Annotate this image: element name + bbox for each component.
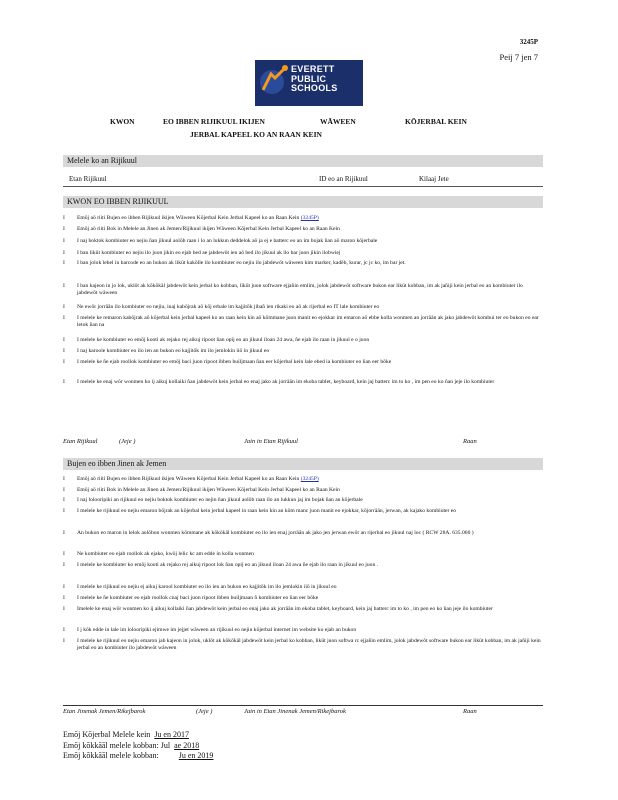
checkbox-icon[interactable]: I xyxy=(63,530,65,536)
parent-signature-caption: Jain in Etan Jinenak Jemen/Rikejbarok xyxy=(244,708,346,715)
checkbox-icon[interactable]: I xyxy=(63,337,65,343)
checklist-item-text: I melele ke ñe kombiuter eo ejab roollok cnaj baci juon ripoot ibben builjmaan ñ kombiuter eo ñan eer bōke xyxy=(77,595,319,601)
checkbox-icon[interactable]: I xyxy=(63,260,65,266)
checklist-item-text: Emōj aō riiti Bok in Melele an Jinen ak Jemen/Rijikuul ikijen Wāween Kōjerbal Kein Jerbal Kapeel ko an Raan Kein xyxy=(77,487,340,493)
adopted-date: Ju en 2017 xyxy=(154,730,189,739)
adopted-label: Emōj Kōjerbal Melele kein xyxy=(63,730,151,739)
checklist-item-text: Imelele ke enaj wōr wonmen ko ij aikuj kollaiki ñan jabdewōt kein jerbal eo enaj jako ak jorrāān im ekoba tablet, keyboard, kein jaj batterc im to ko , im pen eo ko ñan jeje ilo kombiuter xyxy=(77,606,493,612)
checklist-item-text: I ban likūt kombiuter eo nejiu ilo juon jikin eo ejab bed ae jabdewōt ien aō bed ilo jikuul ak ilo bar juon jikin ilobwiej xyxy=(77,250,341,256)
checkbox-icon[interactable]: I xyxy=(63,226,65,232)
policy-link[interactable]: (3245P) xyxy=(300,215,319,221)
grade-label: Kilaaj Jete xyxy=(419,175,449,183)
checkbox-icon[interactable]: I xyxy=(63,487,65,493)
checkbox-icon[interactable]: I xyxy=(63,215,65,221)
checklist-item-text: I melele ke kombiuter eo emōj kooti ak rejako rej aikuj ripoot ñan opij eo an jikuul iloan 24 awa, ñe ejab ilo raan in jikuul e o juon xyxy=(77,337,370,343)
title-waween: WĀWEEN xyxy=(320,117,356,126)
checkbox-icon[interactable]: I xyxy=(63,359,65,365)
logo-line3: SCHOOLS xyxy=(291,83,338,93)
revised-label-1: Emōj kōkkāāl melele kobban: Jul xyxy=(63,740,171,750)
checkbox-icon[interactable]: I xyxy=(63,379,65,385)
student-info-line xyxy=(63,175,543,187)
checkbox-icon[interactable]: I xyxy=(63,250,65,256)
parent-agreement-heading: Bujen eo ibben Jinen ak Jemen xyxy=(63,458,543,470)
title-kwon: KWON xyxy=(110,117,135,126)
figure-icon xyxy=(255,60,295,106)
revised-date-1: ae 2018 xyxy=(174,740,200,750)
checklist-item-text: I melele ke rijikuul eo nejiu emaron jab kajeon in jolok, uklōt ak kōkōkāl jabdewōt kein jerbal ko kobban, likūt juon softwa rc ejjañin emlim, jolok jabdewōt software bukon ear likūt kobban, im ak jañiji kein jerbal eo an kombiuter ilo jabdewōt wāween xyxy=(77,638,541,651)
checkbox-icon[interactable]: I xyxy=(63,304,65,310)
checklist-item-text: I naj lolooripiki an rijikuul eo nejiu boktok kombiuter eo nejin ñan jikuul aolōb raan ilo an lukkun jaj im bojak ñan an kōjerbale xyxy=(77,497,363,503)
checklist-item-text: I melele ke remaron kabōjrak aō kōjerbal kein jerbal kapeel ko an raan kein kin aō kōmmane juon manit eo ejokkar im emaron aō ebbe kolla wonmen an jorrāān ak jako jabdewōt kombui ter eo bukon eo ear letok ñan na xyxy=(77,315,539,328)
policy-link[interactable]: (3245P) xyxy=(300,476,319,482)
checklist-item-text: I melele ke rijikuul eo nejiu ej aikuj karool kombiuter eo ilo ien an bukon eo kajjitōk im ilo jemlokin iiō in jikuul eo xyxy=(77,584,337,590)
checklist-item-text: I melele ke rijikuul eo nejiu emaron bōjrak an kōjerbal kein jerbal kapeel in raan kein kin an kōm manc juon manit eo ejokkar, kōjorrāān, jerwan, ak kajako kombiuter eo xyxy=(77,508,457,514)
parent-signature-line xyxy=(63,705,543,716)
checkbox-icon[interactable]: I xyxy=(63,638,65,644)
parent-print-caption: (Jeje ) xyxy=(196,708,213,715)
form-subtitle: JERBAL KAPEEL KO AN RAAN KEIN xyxy=(190,130,322,139)
student-print-caption: (Jeje ) xyxy=(119,438,136,445)
page-number: Peij 7 jen 7 xyxy=(499,52,538,62)
parent-date-caption: Raan xyxy=(463,708,477,715)
checklist-item-text: I melele ke ñe ejab roollok kombiuter eo emōj baci juon ripoot ibben builjmaan ñan eer kōjerbal kein lale ebed ia kombiuter eo ñan eer bōke xyxy=(77,359,392,365)
checkbox-icon[interactable]: I xyxy=(63,584,65,590)
student-id-label: ID eo an Rijikuul xyxy=(319,175,368,183)
student-date-caption: Raan xyxy=(463,438,477,445)
checkbox-icon[interactable]: I xyxy=(63,595,65,601)
district-logo xyxy=(255,60,363,106)
checkbox-icon[interactable]: I xyxy=(63,315,65,321)
revised-date-2: Ju en 2019 xyxy=(178,751,214,760)
revised-label-2: Emōj kōkkāāl melele kobban: xyxy=(63,751,159,760)
checkbox-icon[interactable]: I xyxy=(63,348,65,354)
checkbox-icon[interactable]: I xyxy=(63,627,65,633)
checkbox-icon[interactable]: I xyxy=(63,238,65,244)
checklist-item-text: I naj boktok kombiuter eo nejiu ñan jikuul aolōb raan i lo an lukkun deddelok aō ja ej e batterc eo an im bojak ñan aō maron kōjerbale xyxy=(77,238,378,244)
checkbox-icon[interactable]: I xyxy=(63,562,65,568)
parent-name-caption: Etan Jinenak Jemen/Rikejbarok xyxy=(63,708,146,715)
logo-line2: PUBLIC xyxy=(291,73,327,84)
checklist-item-text: An bukon eo maron in lelok aolōbon wonmen kōmmane ak kōkōkāl kombiuter eo ilo ien enaj jorrāān ak jako jen jerwan ewōr an rijerbal eo jikuul naj loc ( RCW 28A. 635.060 ) xyxy=(77,530,474,536)
checklist-item-text: Emōj aō riiti Bujen eo ibben Rijikuul ikijen Wāween Kōjerbal Kein Jerbal Kapeel ko an Raan Kein xyxy=(77,215,300,221)
checkbox-icon[interactable]: I xyxy=(63,283,65,289)
checklist-item-text: I melele ke enaj wōr wonmen ko ij aikuj kollaiki ñan jabdewōt kein jerbal eo enaj jako ak jorrāān im ekoba tablet, keyboard, kein jaj batterc im to ko , im pen eo ko ñan jeje ilo kombiuter xyxy=(77,379,495,385)
student-signature-line xyxy=(63,436,543,446)
student-agreement-heading: KWON EO IBBEN RIJIKUUL xyxy=(63,196,543,208)
checklist-item-text: I naj karoole kombiuter eo ilo ien an bukon eo kajjitōk im ilo jemlokin iiō in jikuul eo xyxy=(77,348,270,354)
checklist-item-text: Ne ewōr jorrāān ilo kombiuter eo nejiu, inaj kaböjrak aō kōj erbale im kajjitōk jibañ ien rikaki eo aō ak rijerbal eo IT lale kombiuter eo xyxy=(77,304,380,310)
checkbox-icon[interactable]: I xyxy=(63,497,65,503)
title-kojerbal: KŌJERBAL KEIN xyxy=(405,117,467,126)
checklist-item-text: I ban jolok lebel in barcode eo an bukon ak likūt kakōlle ilo kombiuter eo nejiu ilo jabdewōt wāween kim marker, kadēb, kurar, jc jc ko, im bar jet. xyxy=(77,260,406,266)
checkbox-icon[interactable]: I xyxy=(63,508,65,514)
title-eo-ibben: EO IBBEN RIJIKUUL IKIJEN xyxy=(163,117,265,126)
checkbox-icon[interactable]: I xyxy=(63,606,65,612)
checkbox-icon[interactable]: I xyxy=(63,551,65,557)
policy-number: 3245P xyxy=(519,38,538,46)
checkbox-icon[interactable]: I xyxy=(63,476,65,482)
student-name-label: Etan Rijikuul xyxy=(69,175,107,183)
student-signature-caption: Jain in Etan Rijikuul xyxy=(244,438,298,445)
revision-dates xyxy=(63,730,213,762)
checklist-item-text: I melele ke kombiuter ko emōj kooti ak rejako rej aikuj ripoot lok ñan opij eo an jikuul iloan 24 awa ñe ejab ilo raan in jikuul eo juon . xyxy=(77,562,379,568)
student-info-heading: Melele ko an Rijikuul xyxy=(63,155,543,167)
logo-line1: EVERETT xyxy=(291,64,335,74)
student-name-caption: Etan Rijikuul xyxy=(63,438,98,445)
checklist-item-text: Ne kombiuter eo ejab roollok ak ejako, kwōj lelic kc am edde in kolla wonmen xyxy=(77,551,254,557)
checklist-item-text: Emōj aō riiti Bok in Melele an Jinen ak Jemen/Rijikuul ikijen Wāween Kōjerbal Kein Jerbal Kapeel ko an Raan Kein xyxy=(77,226,340,232)
checklist-item-text: Emōj aō riiti Bujen eo ibben Rijikuul ikijen Wāween Kōjerbal Kein Jerbal Kapeel ko an Raan Kein xyxy=(77,476,300,482)
checklist-item-text: I ban kajeon in jo lok, uklōt ak kōkōkāl jabdewōt kein jerbal ko kobban, likūt juon software ejjañin emlim, jolok jabdewōt software bukon ear likūt kobban, im ak jañiji kein jerbal eo an kombiuter ilo jabdewōt wāween xyxy=(77,283,523,296)
checklist-item-text: I j kōk edde in lale im lolooripiki ejimwe im jejjet wāween an rijikuul eo nejiu kōjerbal internet im website ko ejab an bukon xyxy=(77,627,357,633)
